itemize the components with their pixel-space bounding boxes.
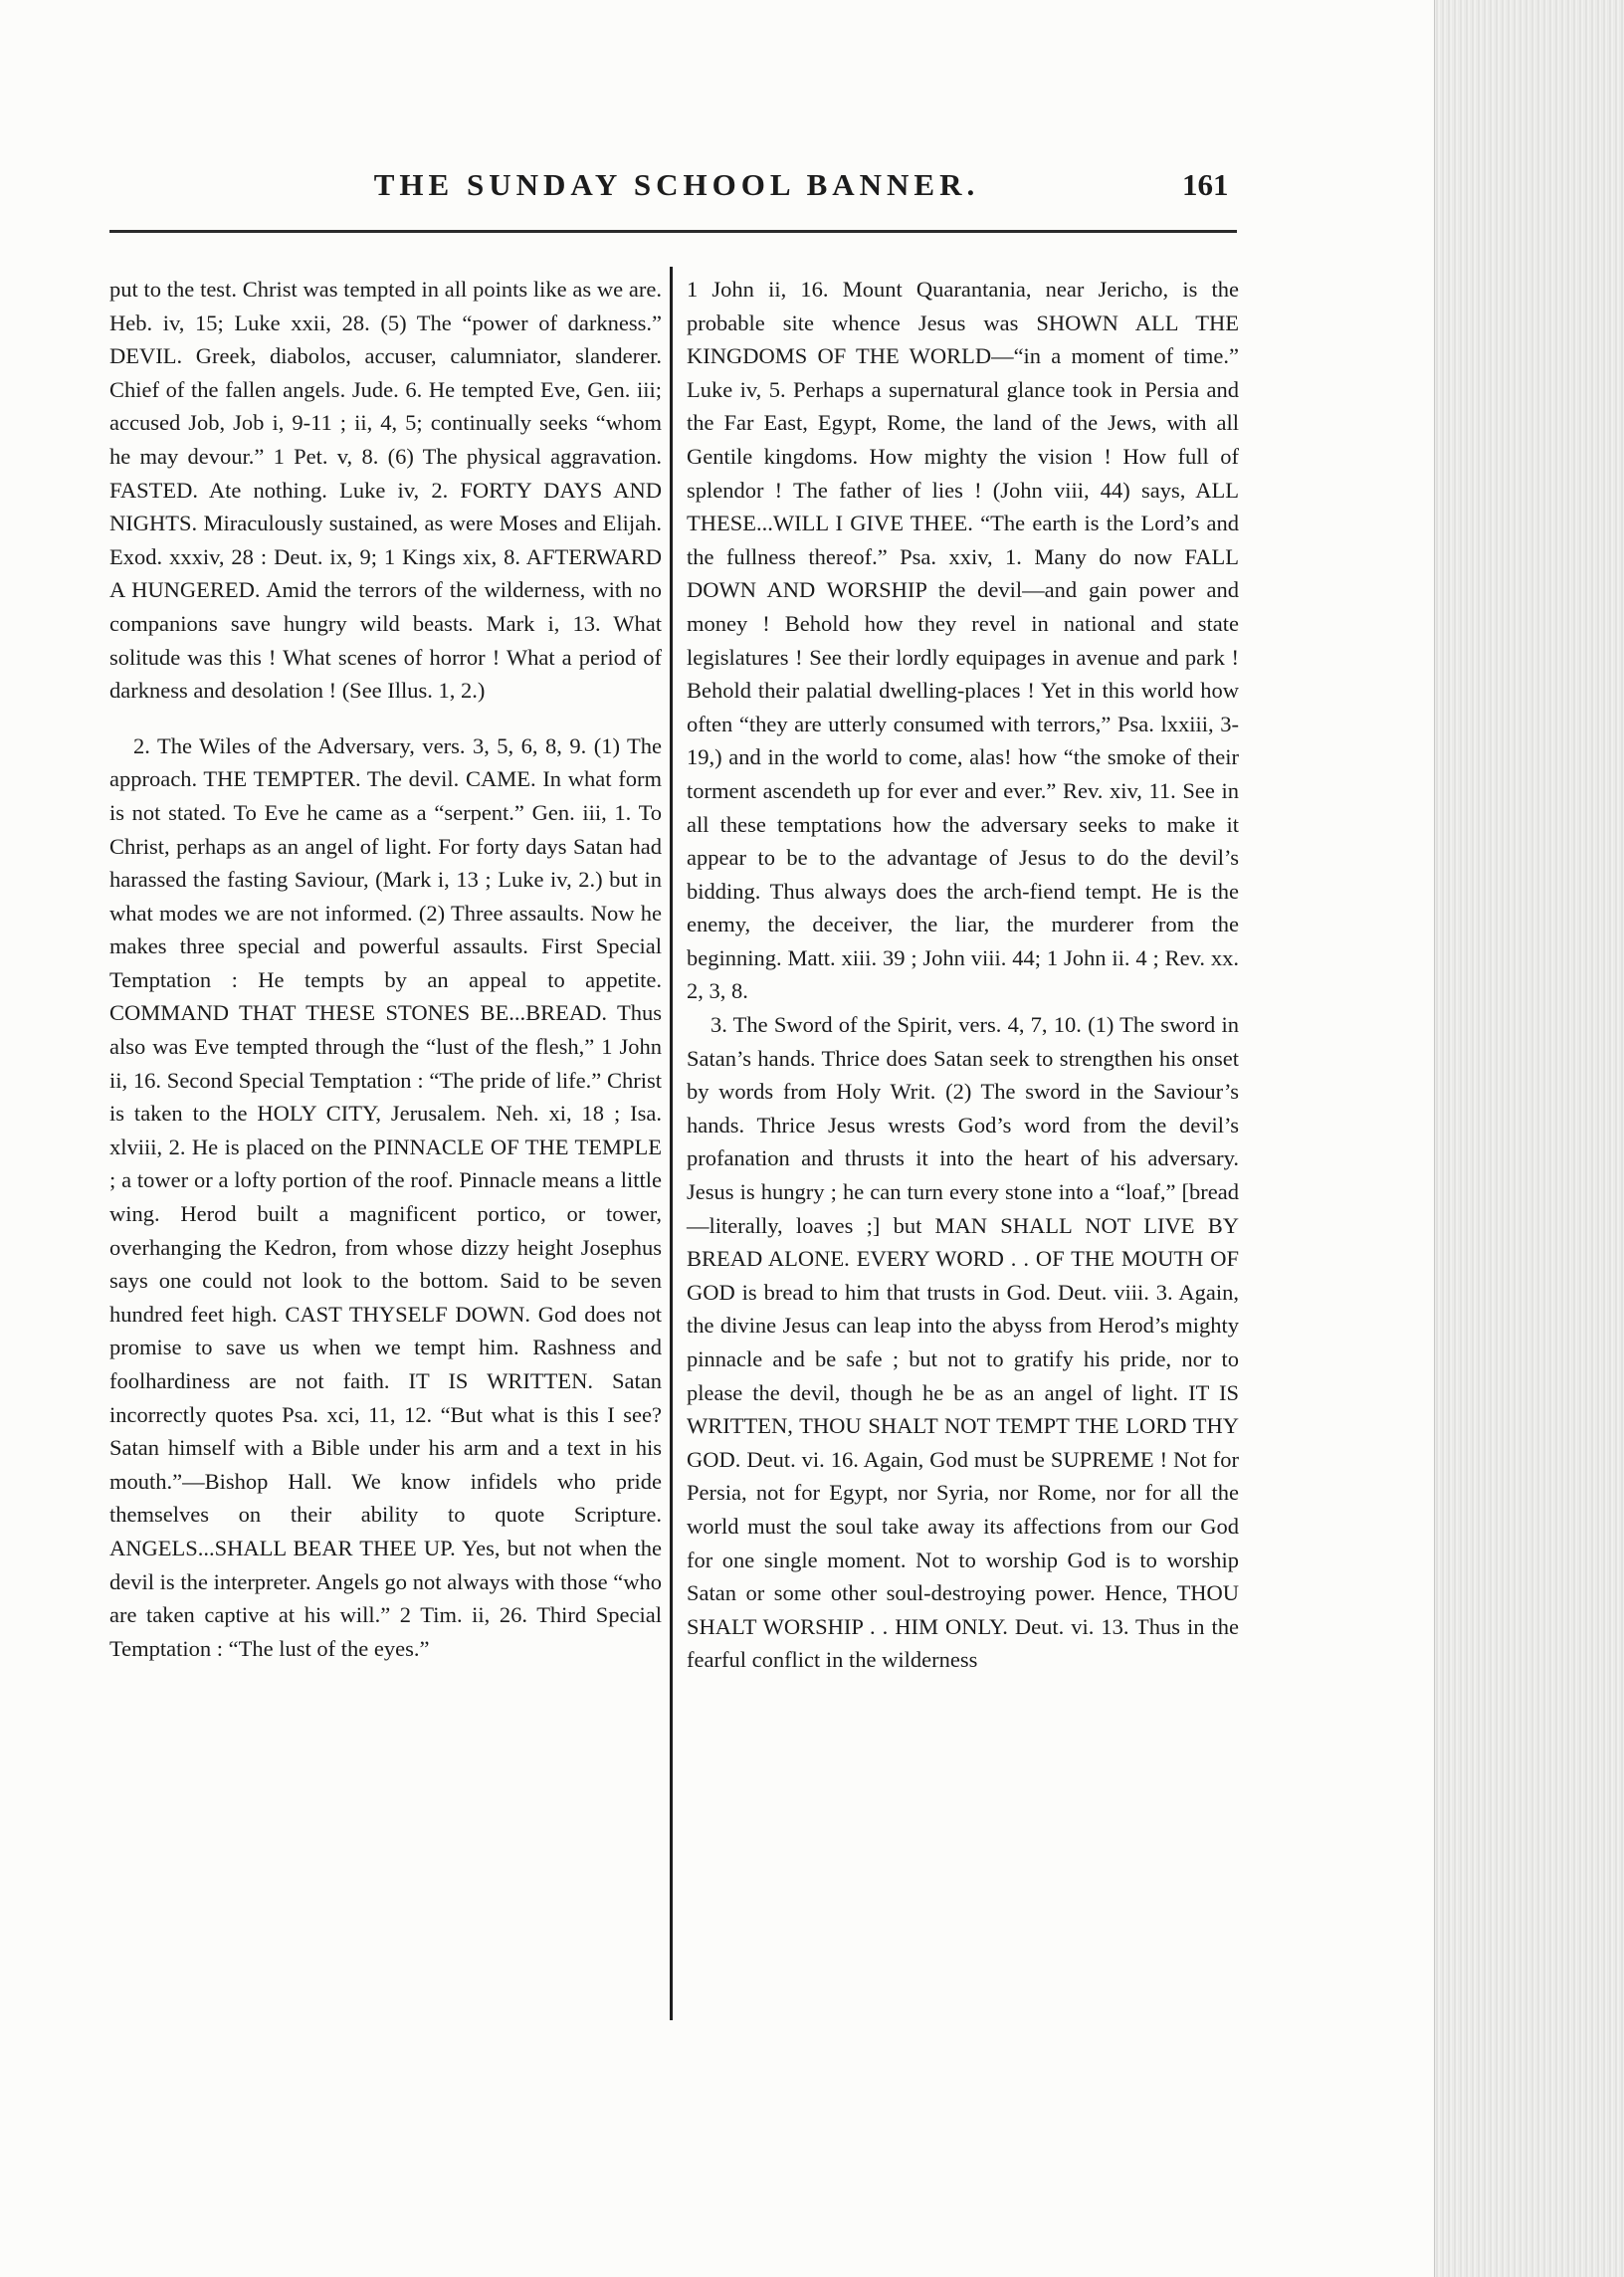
page-stack-edge [1434, 0, 1624, 2277]
column-divider [670, 267, 673, 2020]
paragraph: 1 John ii, 16. Mount Quarantania, near Jericho, is the probable site whence Jesus was SHOWN ALL THE KINGDOMS OF THE WORLD—“in a moment of time.” Luke iv, 5. Perhaps a supernatural glance took in Persia and the Far East, Egypt, Rome, the land of the Jews, with all Gentile kingdoms. How mighty the vision ! How full of splendor ! The father of lies ! (John viii, 44) says, ALL THESE...WILL I GIVE THEE. “The earth is the Lord’s and the fullness thereof.” Psa. xxiv, 1. Many do now FALL DOWN AND WORSHIP the devil—and gain power and money ! Behold how they revel in national and state legislatures ! See their lordly equipages in avenue and park ! Behold their palatial dwelling-places ! Yet in this world how often “they are utterly consumed with terrors,” Psa. lxxiii, 3-19,) and in the world to come, alas! how “the smoke of their torment ascendeth up for ever and ever.” Rev. xiv, 11. See in all these temptations how the adversary seeks to make it appear to be to the advantage of Jesus to do the devil’s bidding. Thus always does the arch-fiend tempt. He is the enemy, the deceiver, the liar, the murderer from the beginning. Matt. xiii. 39 ; John viii. 44; 1 John ii. 4 ; Rev. xx. 2, 3, 8. [687, 277, 1239, 1004]
right-column [687, 273, 1239, 1677]
paragraph: put to the test. Christ was tempted in all points like as we are. Heb. iv, 15; Luke xxii, 28. (5) The “power of darkness.” DEVIL. Greek, diabolos, accuser, calumniator, slanderer. Chief of the fallen angels. Jude. 6. He tempted Eve, Gen. iii; accused Job, Job i, 9-11 ; ii, 4, 5; continually seeks “whom he may devour.” 1 Pet. v, 8. (6) The physical aggravation. FASTED. Ate nothing. Luke iv, 2. FORTY DAYS AND NIGHTS. Miraculously sustained, as were Moses and Elijah. Exod. xxxiv, 28 : Deut. ix, 9; 1 Kings xix, 8. AFTERWARD A HUNGERED. Amid the terrors of the wilderness, with no companions save hungry wild beasts. Mark i, 13. What solitude was this ! What scenes of horror ! What a period of darkness and desolation ! (See Illus. 1, 2.) [109, 277, 662, 704]
left-column [109, 273, 662, 1665]
page-number: 161 [1182, 167, 1229, 202]
running-header: THE SUNDAY SCHOOL BANNER. [373, 167, 980, 202]
paragraph: 3. The Sword of the Spirit, vers. 4, 7, 10. (1) The sword in Satan’s hands. Thrice does Satan seek to strengthen his onset by words from Holy Writ. (2) The sword in the Saviour’s hands. Thrice Jesus wrests God’s word from the devil’s profanation and thrusts it into the heart of his adversary. Jesus is hungry ; he can turn every stone into a “loaf,” [bread—literally, loaves ;] but MAN SHALL NOT LIVE BY BREAD ALONE. EVERY WORD . . OF THE MOUTH OF GOD is bread to him that trusts in God. Deut. viii. 3. Again, the divine Jesus can leap into the abyss from Herod’s mighty pinnacle and be safe ; but not to gratify his pride, nor to please the devil, though he be as an angel of light. IT IS WRITTEN, THOU SHALT NOT TEMPT THE LORD THY GOD. Deut. vi. 16. Again, God must be SUPREME ! Not for Persia, not for Egypt, nor Syria, nor Rome, nor for all the world must the soul take away its affections from our God for one single moment. Not to worship God is to worship Satan or some other soul-destroying power. Hence, THOU SHALT WORSHIP . . HIM ONLY. Deut. vi. 13. Thus in the fearful conflict in the wilderness [687, 1012, 1239, 1673]
paragraph: 2. The Wiles of the Adversary, vers. 3, 5, 6, 8, 9. (1) The approach. THE TEMPTER. The devil. CAME. In what form is not stated. To Eve he came as a “serpent.” Gen. iii, 1. To Christ, perhaps as an angel of light. For forty days Satan had harassed the fasting Saviour, (Mark i, 13 ; Luke iv, 2.) but in what modes we are not informed. (2) Three assaults. Now he makes three special and powerful assaults. First Special Temptation : He tempts by an appeal to appetite. COMMAND THAT THESE STONES BE...BREAD. Thus also was Eve tempted through the “lust of the flesh,” 1 John ii, 16. Second Special Temptation : “The pride of life.” Christ is taken to the HOLY CITY, Jerusalem. Neh. xi, 18 ; Isa. xlviii, 2. He is placed on the PINNACLE OF THE TEMPLE ; a tower or a lofty portion of the roof. Pinnacle means a little wing. Herod built a magnificent portico, or tower, overhanging the Kedron, from whose dizzy height Josephus says one could not look to the bottom. Said to be seven hundred feet high. CAST THYSELF DOWN. God does not promise to save us when we tempt him. Rashness and foolhardiness are not faith. IT IS WRITTEN. Satan incorrectly quotes Psa. xci, 11, 12. “But what is this I see? Satan himself with a Bible under his arm and a text in his mouth.”—Bishop Hall. We know infidels who pride themselves on their ability to quote Scripture. ANGELS...SHALL BEAR THEE UP. Yes, but not when the devil is the interpreter. Angels go not always with those “who are taken captive at his will.” 2 Tim. ii, 26. Third Special Temptation : “The lust of the eyes.” [109, 732, 662, 1661]
header-rule [109, 230, 1237, 233]
